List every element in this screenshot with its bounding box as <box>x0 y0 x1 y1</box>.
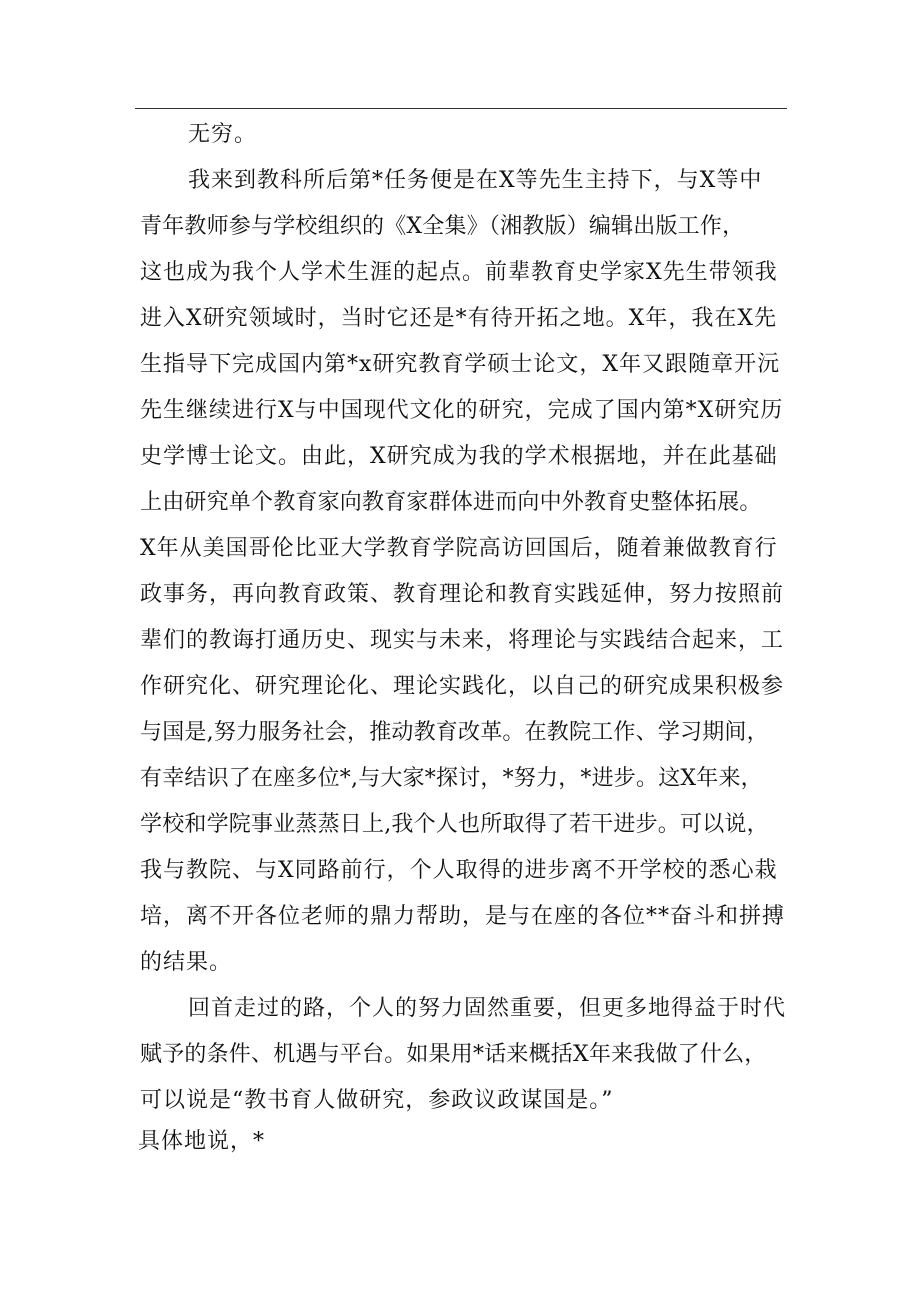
text-line: 政事务，再向教育政策、教育理论和教育实践延伸，努力按照前 <box>140 582 785 607</box>
text-line: 进入X研究领域时，当时它还是*有待开拓之地。X年，我在X先 <box>140 306 777 331</box>
text-line: 作研究化、研究理论化、理论实践化，以自己的研究成果积极参 <box>140 674 785 699</box>
text-line: 可以说是“教书育人做研究，参政议政谋国是。” <box>140 1088 614 1113</box>
text-line: 培，离不开各位老师的鼎力帮助，是与在座的各位**奋斗和拼搏 <box>140 904 786 929</box>
text-line: 青年教师参与学校组织的《X全集》（湘教版）编辑出版工作， <box>140 214 745 239</box>
text-line: 与国是,努力服务社会，推动教育改革。在教院工作、学习期间， <box>140 720 769 745</box>
text-line: 这也成为我个人学术生涯的起点。前辈教育史学家X先生带领我 <box>140 260 778 285</box>
text-line: 先生继续进行X与中国现代文化的研究，完成了国内第*X研究历 <box>140 398 784 423</box>
text-line: 辈们的教诲打通历史、现实与未来，将理论与实践结合起来，工 <box>140 628 785 653</box>
text-line: 赋予的条件、机遇与平台。如果用*话来概括X年来我做了什么， <box>140 1042 767 1067</box>
text-line: 无穷。 <box>188 122 258 147</box>
text-line: 回首走过的路，个人的努力固然重要，但更多地得益于时代 <box>188 996 787 1021</box>
text-line: 有幸结识了在座多位*,与大家*探讨，*努力，*进步。这X年来， <box>140 766 763 791</box>
text-line: 我来到教科所后第*任务便是在X等先生主持下，与X等中 <box>188 168 763 193</box>
text-line: 我与教院、与X同路前行，个人取得的进步离不开学校的悉心栽 <box>140 858 778 883</box>
text-line: 具体地说，* <box>138 1129 266 1154</box>
text-line: X年从美国哥伦比亚大学教育学院高访回国后，随着兼做教育行 <box>140 536 778 561</box>
text-line: 生指导下完成国内第*x研究教育学硕士论文，X年又跟随章开沅 <box>140 352 781 377</box>
text-line: 上由研究单个教育家向教育家群体进而向中外教育史整体拓展。 <box>140 490 762 515</box>
text-line: 史学博士论文。由此，X研究成为我的学术根据地，并在此基础 <box>140 444 778 469</box>
text-line: 学校和学院事业蒸蒸日上,我个人也所取得了若干进步。可以说， <box>140 812 769 837</box>
text-line: 的结果。 <box>140 950 233 975</box>
header-rule <box>135 108 787 109</box>
